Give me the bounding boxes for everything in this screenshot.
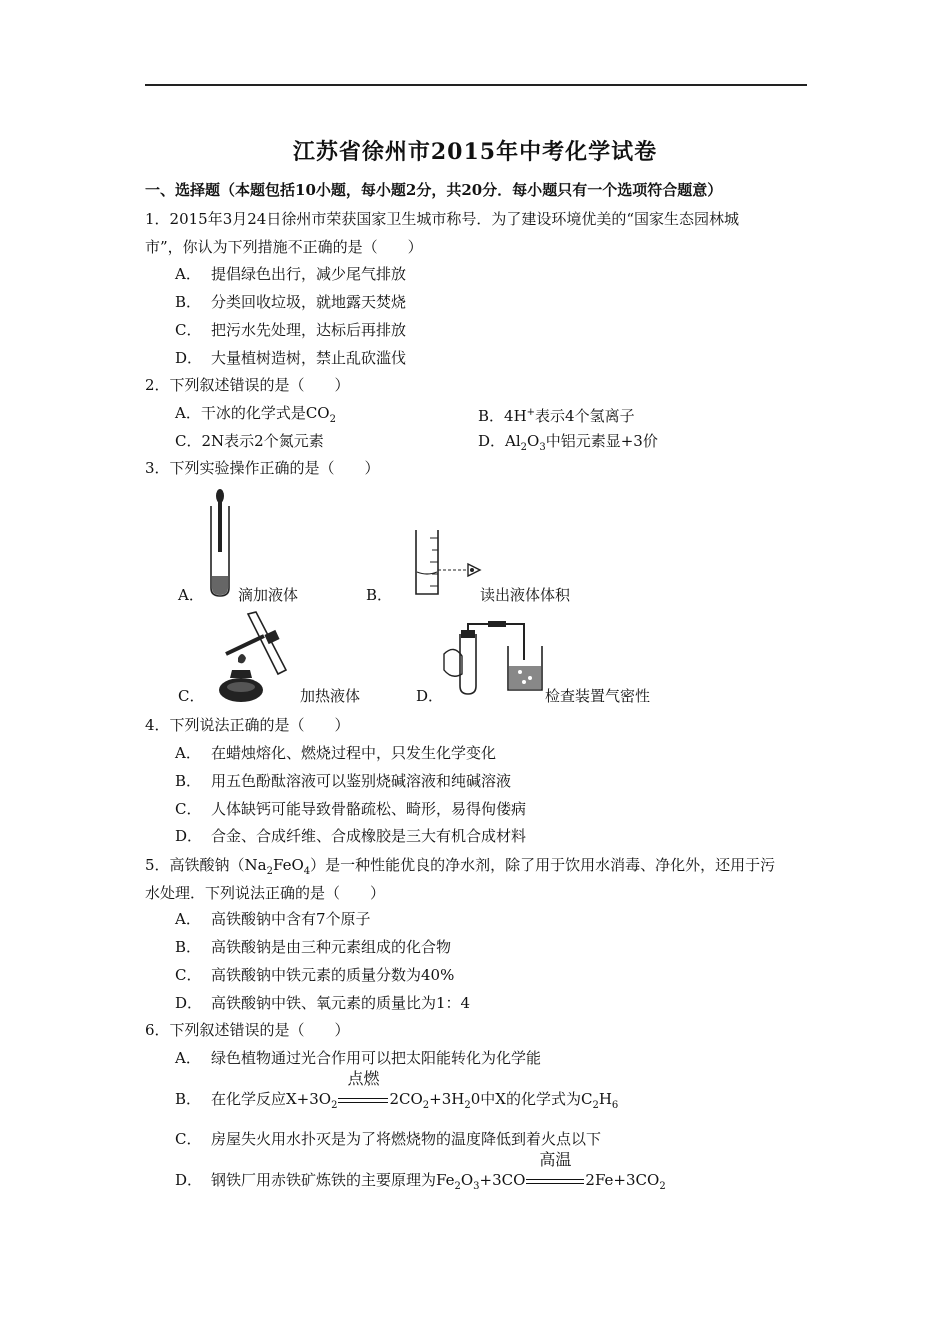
q3-option-d-text: 检查装置气密性	[545, 687, 651, 705]
section-heading: 一、选择题（本题包括10小题，每小题2分，共20分．每小题只有一个选项符合题意）	[145, 181, 723, 199]
q3-option-a-text: 滴加液体	[238, 586, 299, 604]
reaction-condition: 点燃	[337, 1089, 389, 1109]
q6-stem: 6．下列叙述错误的是（ ）	[145, 1021, 350, 1039]
q5-option-a: A． 高铁酸钠中含有7个原子	[175, 910, 371, 928]
q3-option-b-label: B．	[366, 586, 393, 604]
q6-option-a: A． 绿色植物通过光合作用可以把太阳能转化为化学能	[175, 1049, 542, 1067]
q5-stem-line2: 水处理．下列说法正确的是（ ）	[145, 884, 386, 902]
q1-option-b: B． 分类回收垃圾，就地露天焚烧	[175, 293, 407, 311]
q6-option-d: D． 钢铁厂用赤铁矿炼铁的主要原理为$Fe_2O_3+3CO$ 高温 $2Fe+3CO_2$	[175, 1150, 666, 1192]
reaction-condition: 高温	[525, 1170, 585, 1190]
header-rule	[145, 84, 807, 86]
q4-option-c: C． 人体缺钙可能导致骨骼疏松、畸形，易得佝偻病	[175, 800, 527, 818]
q1-option-d: D． 大量植树造树，禁止乱砍滥伐	[175, 349, 407, 367]
q1-stem-line1: 1．2015年3月24日徐州市荣获国家卫生城市称号．为了建设环境优美的“国家生态园林城	[145, 210, 740, 228]
q5-option-b: B． 高铁酸钠是由三种元素组成的化合物	[175, 938, 452, 956]
q2-option-b: B．4H+表示4个氢离子	[478, 407, 635, 425]
q6-option-b: B． 在化学反应$X+3O_2$ 点燃 $2CO_2+3H_20$中X的化学式为$C_2H_6$	[175, 1069, 619, 1111]
dropper-testtube-figure	[205, 488, 235, 600]
q3-option-a-label: A．	[178, 586, 204, 604]
q1-option-a: A． 提倡绿色出行，减少尾气排放	[175, 265, 407, 283]
q5-stem-line1: 5．高铁酸钠$(Na_2FeO_4)$是一种性能优良的净水剂，除了用于饮用水消毒、净化外，还用于污	[145, 856, 776, 877]
q3-option-c-text: 加热液体	[300, 687, 361, 705]
page-title: 江苏省徐州市2015年中考化学试卷	[292, 139, 658, 165]
q3-option-d-label: D．	[416, 687, 444, 705]
heating-liquid-figure	[208, 610, 296, 705]
q4-stem: 4．下列说法正确的是（ ）	[145, 716, 350, 734]
q2-stem: 2．下列叙述错误的是（ ）	[145, 376, 350, 394]
cylinder-reading-figure	[410, 528, 485, 598]
q1-option-c: C． 把污水先处理，达标后再排放	[175, 321, 407, 339]
q5-option-d: D． 高铁酸钠中铁、氧元素的质量比为1：4	[175, 994, 471, 1012]
airtightness-check-figure	[440, 620, 550, 700]
q3-option-c-label: C．	[178, 687, 205, 705]
q3-stem: 3．下列实验操作正确的是（ ）	[145, 459, 380, 477]
q5-option-c: C． 高铁酸钠中铁元素的质量分数为40%	[175, 966, 455, 984]
q2-option-d: D．$Al_2O_3$中铝元素显+3价	[478, 432, 658, 453]
q2-option-c: C．2N表示2个氮元素	[175, 432, 324, 450]
q4-option-d: D． 合金、合成纤维、合成橡胶是三大有机合成材料	[175, 827, 527, 845]
q3-option-b-text: 读出液体体积	[480, 586, 571, 604]
q6-option-c: C． 房屋失火用水扑灭是为了将燃烧物的温度降低到着火点以下	[175, 1130, 602, 1148]
q1-stem-line2: 市”，你认为下列措施不正确的是（ ）	[145, 238, 423, 256]
q4-option-b: B． 用五色酚酞溶液可以鉴别烧碱溶液和纯碱溶液	[175, 772, 512, 790]
q2-option-a: A．干冰的化学式是$CO_2$	[175, 404, 336, 425]
q4-option-a: A． 在蜡烛熔化、燃烧过程中，只发生化学变化	[175, 744, 497, 762]
